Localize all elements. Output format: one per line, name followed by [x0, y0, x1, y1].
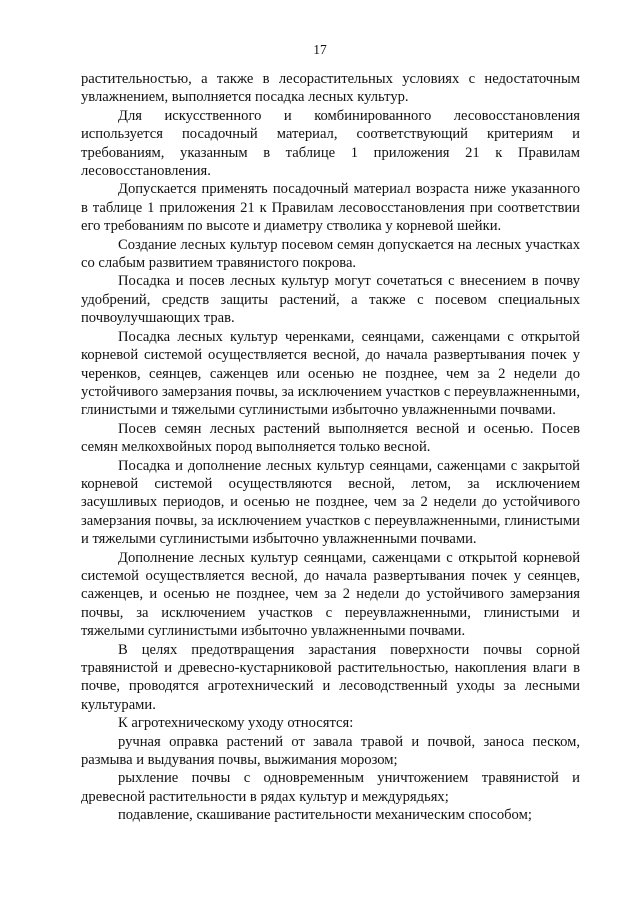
document-body [81, 70, 580, 825]
paragraph-continuation: растительностью, а также в лесорастительных условиях с недостаточным увлажнением, выполняется посадка лесных культур. [81, 71, 580, 106]
list-item: рыхление почвы с одновременным уничтожением травянистой и древесной растительности в рядах культур и междурядьях; [81, 770, 580, 805]
paragraph: Посадка и дополнение лесных культур сеянцами, саженцами с закрытой корневой системой осуществляются весной, летом, за исключением засушливых периодов, и осенью не позднее, чем за 2 недели до устойчивого замерзания почвы, за исключением участков с переувлажненными, глинистыми и тяжелыми суглинистыми избыточно увлажненными почвами. [81, 457, 580, 548]
paragraph: Посадка лесных культур черенками, сеянцами, саженцами с открытой корневой системой осуществляется весной, до начала развертывания почек у черенков, сеянцев, саженцев или осенью не позднее, чем за 2 недели до устойчивого замерзания почвы, за исключением участков с переувлажненными, глинистыми и тяжелыми суглинистыми избыточно увлажненными почвами. [81, 328, 580, 419]
paragraph: Посев семян лесных растений выполняется весной и осенью. Посев семян мелкохвойных пород выполняется только весной. [81, 420, 580, 456]
paragraph: Допускается применять посадочный материал возраста ниже указанного в таблице 1 приложения 21 к Правилам лесовосстановления при соответствии его требованиям по высоте и диаметру стволика у корневой шейки. [81, 181, 580, 235]
paragraph: Для искусственного и комбинированного лесовосстановления используется посадочный материал, соответствующий критериям и требованиям, указанным в таблице 1 приложения 21 к Правилам лесовосстановления. [81, 107, 580, 180]
list-item: подавление, скашивание растительности механическим способом; [118, 807, 532, 824]
list-item: ручная оправка растений от завала травой и почвой, заноса песком, размыва и выдувания почвы, выжимания морозом; [81, 733, 580, 769]
paragraph: Посадка и посев лесных культур могут сочетаться с внесением в почву удобрений, средств защиты растений, а также с посевом специальных почвоулучшающих трав. [81, 273, 580, 327]
paragraph: В целях предотвращения зарастания поверхности почвы сорной травянистой и древесно-кустарниковой растительностью, накопления влаги в почве, проводятся агротехнический и лесоводственный уходы за лесными культурами. [81, 641, 580, 713]
paragraph: Создание лесных культур посевом семян допускается на лесных участках со слабым развитием травянистого покрова. [81, 236, 580, 272]
page-number: 17 [313, 42, 327, 57]
paragraph: Дополнение лесных культур сеянцами, саженцами с открытой корневой системой осуществляется весной, до начала развертывания почек у сеянцев, саженцев, и осенью не позднее, чем за 2 недели до устойчивого замерзания почвы, за исключением участков с переувлажненными, глинистыми и тяжелыми суглинистыми избыточно увлажненными почвами. [81, 549, 580, 640]
paragraph: К агротехническому уходу относятся: [118, 715, 354, 732]
